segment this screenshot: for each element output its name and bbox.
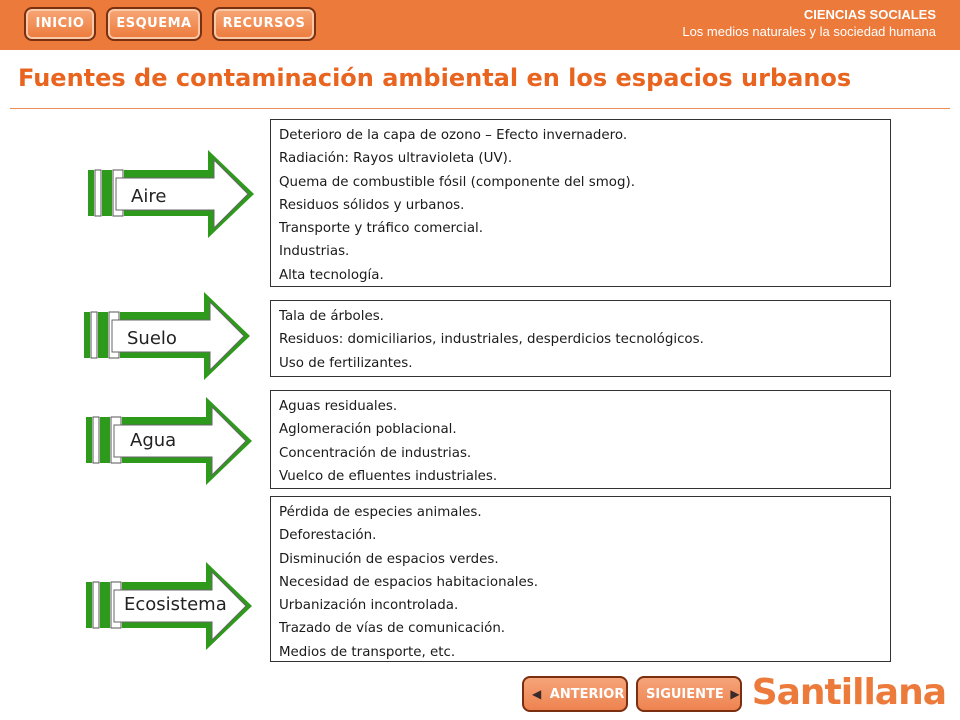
- section-label-suelo: Suelo: [127, 328, 177, 349]
- anterior-label: ANTERIOR: [549, 687, 625, 702]
- section-label-ecosistema: Ecosistema: [124, 594, 227, 615]
- list-item: Alta tecnología.: [279, 267, 384, 283]
- list-item: Residuos sólidos y urbanos.: [279, 197, 465, 213]
- list-item: Pérdida de especies animales.: [279, 505, 482, 520]
- list-item: Concentración de industrias.: [279, 445, 472, 461]
- list-item: Disminución de espacios verdes.: [279, 551, 499, 567]
- triangle-left-icon: ◀: [532, 687, 542, 701]
- list-item: Tala de árboles.: [279, 309, 384, 324]
- subject-header: [682, 6, 936, 40]
- list-item: Necesidad de espacios habitacionales.: [279, 574, 538, 590]
- list-item: Vuelco de efluentes industriales.: [279, 468, 498, 484]
- title-divider: [10, 108, 950, 109]
- list-item: Uso de fertilizantes.: [279, 355, 413, 371]
- list-item: Industrias.: [279, 244, 350, 260]
- siguiente-label: SIGUIENTE: [646, 687, 724, 702]
- agua-sources-box: [270, 390, 891, 489]
- subject-area: CIENCIAS SOCIALES: [803, 7, 936, 22]
- triangle-right-icon: ▶: [730, 687, 740, 701]
- ecosistema-sources-box: [270, 496, 891, 662]
- header-bar: [0, 0, 960, 50]
- aire-arrow-shape: [86, 148, 258, 240]
- page-title: Fuentes de contaminación ambiental en los espacios urbanos: [18, 64, 852, 92]
- list-item: Aglomeración poblacional.: [279, 422, 457, 438]
- list-item: Trazado de vías de comunicación.: [279, 621, 506, 637]
- section-label-agua: Agua: [130, 430, 177, 451]
- aire-sources-box: [270, 119, 891, 287]
- recursos-button[interactable]: RECURSOS: [212, 7, 316, 41]
- list-item: Deforestación.: [279, 528, 377, 544]
- esquema-button[interactable]: ESQUEMA: [106, 7, 202, 41]
- list-item: Radiación: Rayos ultravioleta (UV).: [279, 151, 513, 167]
- suelo-sources-box: [270, 300, 891, 377]
- subject-unit: Los medios naturales y la sociedad humana: [682, 24, 936, 39]
- santillana-logo: Santillana: [751, 672, 946, 713]
- section-label-aire: Aire: [131, 186, 167, 207]
- list-item: Urbanización incontrolada.: [279, 598, 459, 614]
- list-item: Deterioro de la capa de ozono – Efecto invernadero.: [279, 128, 628, 143]
- list-item: Aguas residuales.: [279, 399, 398, 414]
- list-item: Transporte y tráfico comercial.: [279, 221, 484, 237]
- list-item: Residuos: domiciliarios, industriales, desperdicios tecnológicos.: [279, 332, 704, 348]
- inicio-button[interactable]: INICIO: [24, 7, 96, 41]
- anterior-button[interactable]: [522, 676, 628, 712]
- list-item: Medios de transporte, etc.: [279, 644, 456, 660]
- list-item: Quema de combustible fósil (componente del smog).: [279, 174, 635, 190]
- siguiente-button[interactable]: [636, 676, 742, 712]
